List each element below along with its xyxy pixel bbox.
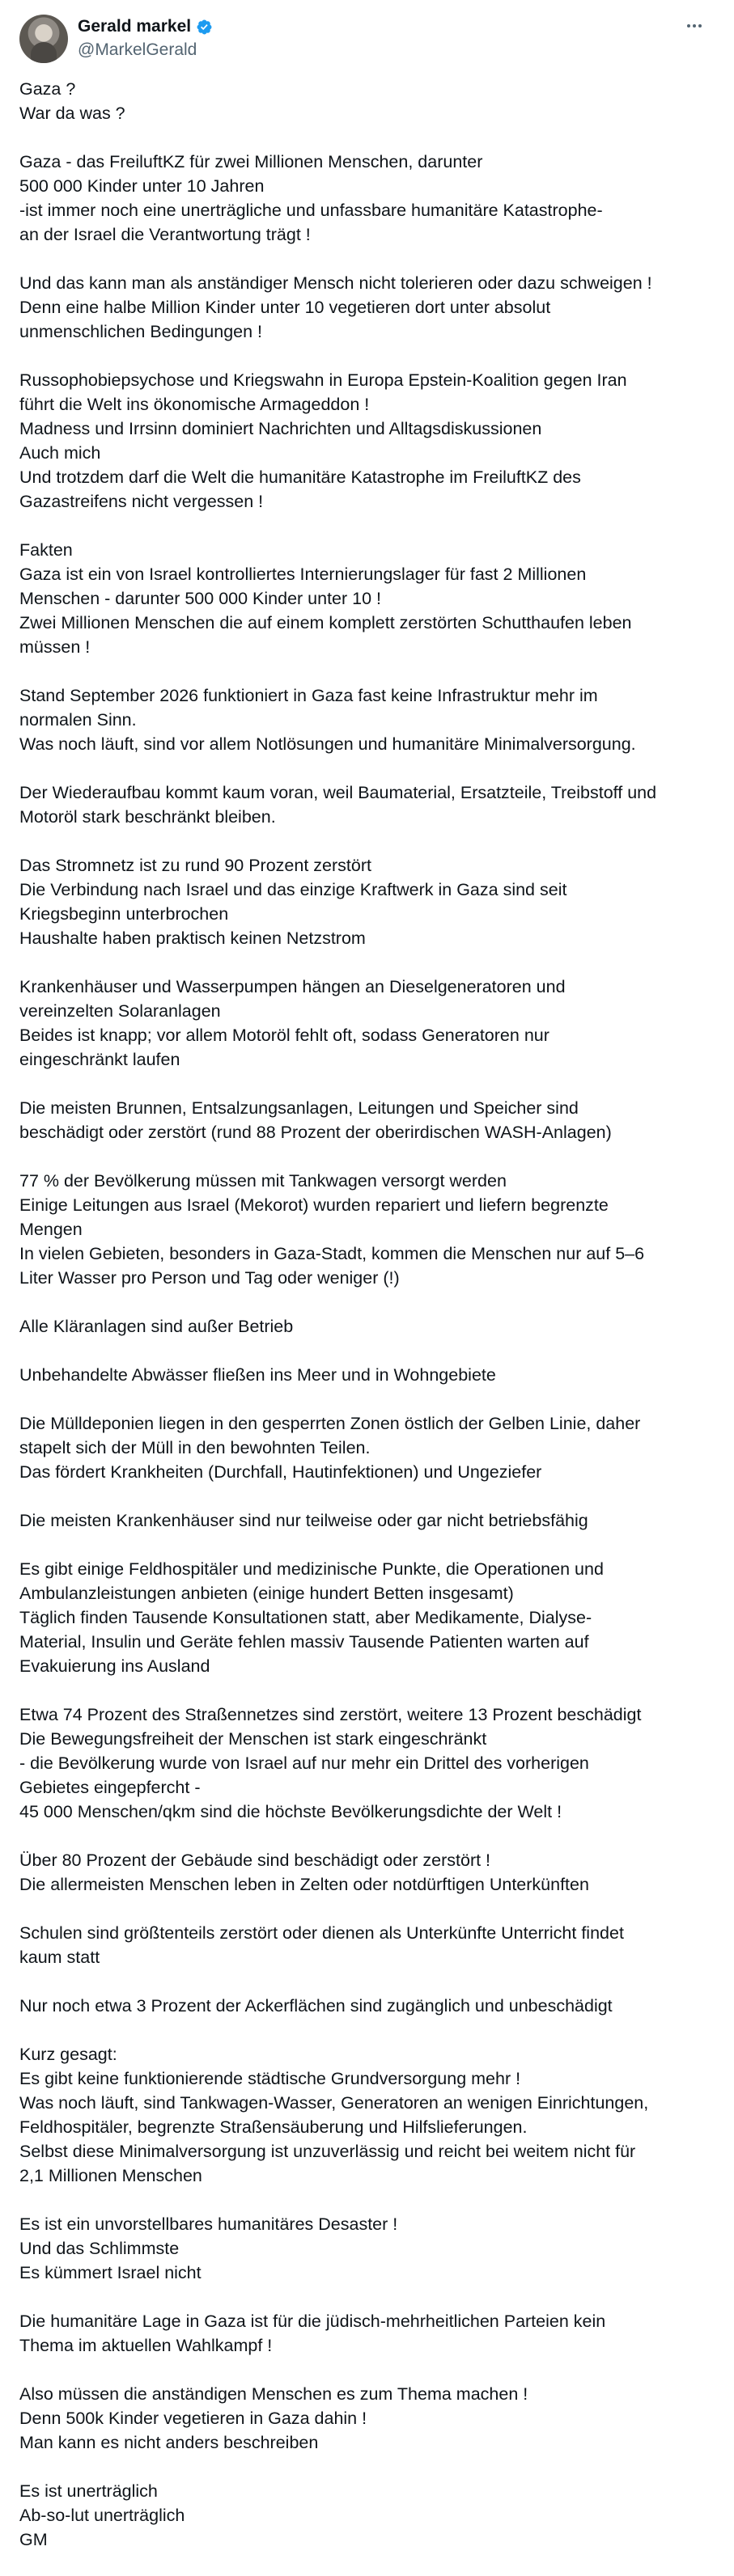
author-display-name[interactable]: Gerald markel bbox=[78, 17, 192, 36]
post-paragraph: Gaza - das FreiluftKZ für zwei Millionen Menschen, darunter 500 000 Kinder unter 10 Jahren -ist immer noch eine unerträgliche und unfassbare humanitäre Katastrophe- an der Israel die Verantwortung trägt ! bbox=[19, 152, 603, 244]
post-paragraph: Also müssen die anständigen Menschen es zum Thema machen ! Denn 500k Kinder vegetieren in Gaza dahin ! Man kann es nicht anders beschreiben bbox=[19, 2384, 528, 2452]
post-paragraph: Russophobiepsychose und Kriegswahn in Europa Epstein-Koalition gegen Iran führt die Welt ins ökonomische Armageddon ! Madness und Irrsinn dominiert Nachrichten und Alltagsdiskussionen Auch mich Und trotzdem darf die Welt die humanitäre Katastrophe im FreiluftKZ des Gazastreifens nicht vergessen ! bbox=[19, 370, 627, 511]
post-paragraph: Stand September 2026 funktioniert in Gaza fast keine Infrastruktur mehr im normalen Sinn. Was noch läuft, sind vor allem Notlösungen und humanitäre Minimalversorgung. bbox=[19, 686, 636, 754]
post-header bbox=[19, 13, 715, 65]
post-paragraph: Krankenhäuser und Wasserpumpen hängen an Dieselgeneratoren und vereinzelten Solaranlagen Beides ist knapp; vor allem Motoröl fehlt oft, sodass Generatoren nur eingeschränkt laufen bbox=[19, 977, 566, 1069]
post-paragraph: Die meisten Krankenhäuser sind nur teilweise oder gar nicht betriebsfähig bbox=[19, 1511, 588, 1530]
verified-badge-icon bbox=[196, 19, 213, 36]
post-paragraph: Der Wiederaufbau kommt kaum voran, weil Baumaterial, Ersatzteile, Treibstoff und Motoröl stark beschränkt bleiben. bbox=[19, 783, 657, 827]
post-text bbox=[19, 77, 715, 2576]
post-paragraph: Etwa 74 Prozent des Straßennetzes sind zerstört, weitere 13 Prozent beschädigt Die Bewegungsfreiheit der Menschen ist stark eingeschränkt - die Bevölkerung wurde von Israel auf nur mehr ein Drittel des vorherigen Gebietes eingepfercht - 45 000 Menschen/qkm sind die höchste Bevölkerungsdichte der Welt ! bbox=[19, 1705, 642, 1821]
post-paragraph: Schulen sind größtenteils zerstört oder dienen als Unterkünfte Unterricht findet kaum statt bbox=[19, 1923, 624, 1967]
post-paragraph: Die Mülldeponien liegen in den gesperrten Zonen östlich der Gelben Linie, daher stapelt sich der Müll in den bewohnten Teilen. Das fördert Krankheiten (Durchfall, Hautinfektionen) und Ungeziefer bbox=[19, 1414, 641, 1482]
post-paragraph: Unbehandelte Abwässer fließen ins Meer und in Wohngebiete bbox=[19, 1365, 496, 1385]
avatar[interactable] bbox=[19, 15, 68, 63]
post-paragraph: Und das kann man als anständiger Mensch nicht tolerieren oder dazu schweigen ! Denn eine halbe Million Kinder unter 10 vegetieren dort unter absolut unmenschlichen Bedingungen ! bbox=[19, 273, 652, 341]
post-paragraph: Die humanitäre Lage in Gaza ist für die jüdisch-mehrheitlichen Parteien kein Thema im aktuellen Wahlkampf ! bbox=[19, 2312, 606, 2355]
post-paragraph: Es gibt einige Feldhospitäler und medizinische Punkte, die Operationen und Ambulanzleistungen anbieten (einige hundert Betten insgesamt) Täglich finden Tausende Konsultationen statt, aber Medikamente, Dialyse- Material, Insulin und Geräte fehlen massiv Tausende Patienten warten auf Evakuierung ins Ausland bbox=[19, 1559, 604, 1676]
author-handle[interactable]: @MarkelGerald bbox=[78, 40, 197, 59]
post-paragraph: Fakten Gaza ist ein von Israel kontrolliertes Internierungslager für fast 2 Millionen Menschen - darunter 500 000 Kinder unter 10 ! Zwei Millionen Menschen die auf einem komplett zerstörten Schutthaufen leben müssen ! bbox=[19, 540, 632, 657]
post-paragraph: Es ist unerträglich Ab-so-lut unerträglich GM bbox=[19, 2481, 185, 2549]
more-dots-icon bbox=[685, 16, 704, 36]
post-paragraph: Alle Kläranlagen sind außer Betrieb bbox=[19, 1317, 294, 1336]
post-paragraph: Über 80 Prozent der Gebäude sind beschädigt oder zerstört ! Die allermeisten Menschen leben in Zelten oder notdürftigen Unterkünften bbox=[19, 1851, 589, 1894]
author-names bbox=[78, 16, 213, 60]
post-paragraph: Nur noch etwa 3 Prozent der Ackerflächen sind zugänglich und unbeschädigt bbox=[19, 1996, 613, 2016]
author-name-row bbox=[78, 16, 213, 37]
more-horizontal-icon[interactable] bbox=[681, 16, 708, 36]
post-paragraph: Das Stromnetz ist zu rund 90 Prozent zerstört Die Verbindung nach Israel und das einzige Kraftwerk in Gaza sind seit Kriegsbeginn unterbrochen Haushalte haben praktisch keinen Netzstrom bbox=[19, 856, 567, 948]
post-paragraph: Gaza ? War da was ? bbox=[19, 79, 125, 123]
post-paragraph: Kurz gesagt: Es gibt keine funktionierende städtische Grundversorgung mehr ! Was noch läuft, sind Tankwagen-Wasser, Generatoren an wenigen Einrichtungen, Feldhospitäler, begrenzte Straßensäuberung und Hilfslieferungen. Selbst diese Minimalversorgung ist unzuverlässig und reicht bei weitem nicht für 2,1 Millionen Menschen bbox=[19, 2045, 649, 2185]
post-paragraph: Die meisten Brunnen, Entsalzungsanlagen, Leitungen und Speicher sind beschädigt oder zerstört (rund 88 Prozent der oberirdischen WASH-Anlagen) bbox=[19, 1098, 612, 1142]
post-paragraph: Es ist ein unvorstellbares humanitäres Desaster ! Und das Schlimmste Es kümmert Israel nicht bbox=[19, 2214, 398, 2282]
post-paragraph: 77 % der Bevölkerung müssen mit Tankwagen versorgt werden Einige Leitungen aus Israel (Mekorot) wurden repariert und liefern begrenzte Mengen In vielen Gebieten, besonders in Gaza-Stadt, kommen die Menschen nur auf 5–6 Liter Wasser pro Person und Tag oder weniger (!) bbox=[19, 1171, 645, 1288]
